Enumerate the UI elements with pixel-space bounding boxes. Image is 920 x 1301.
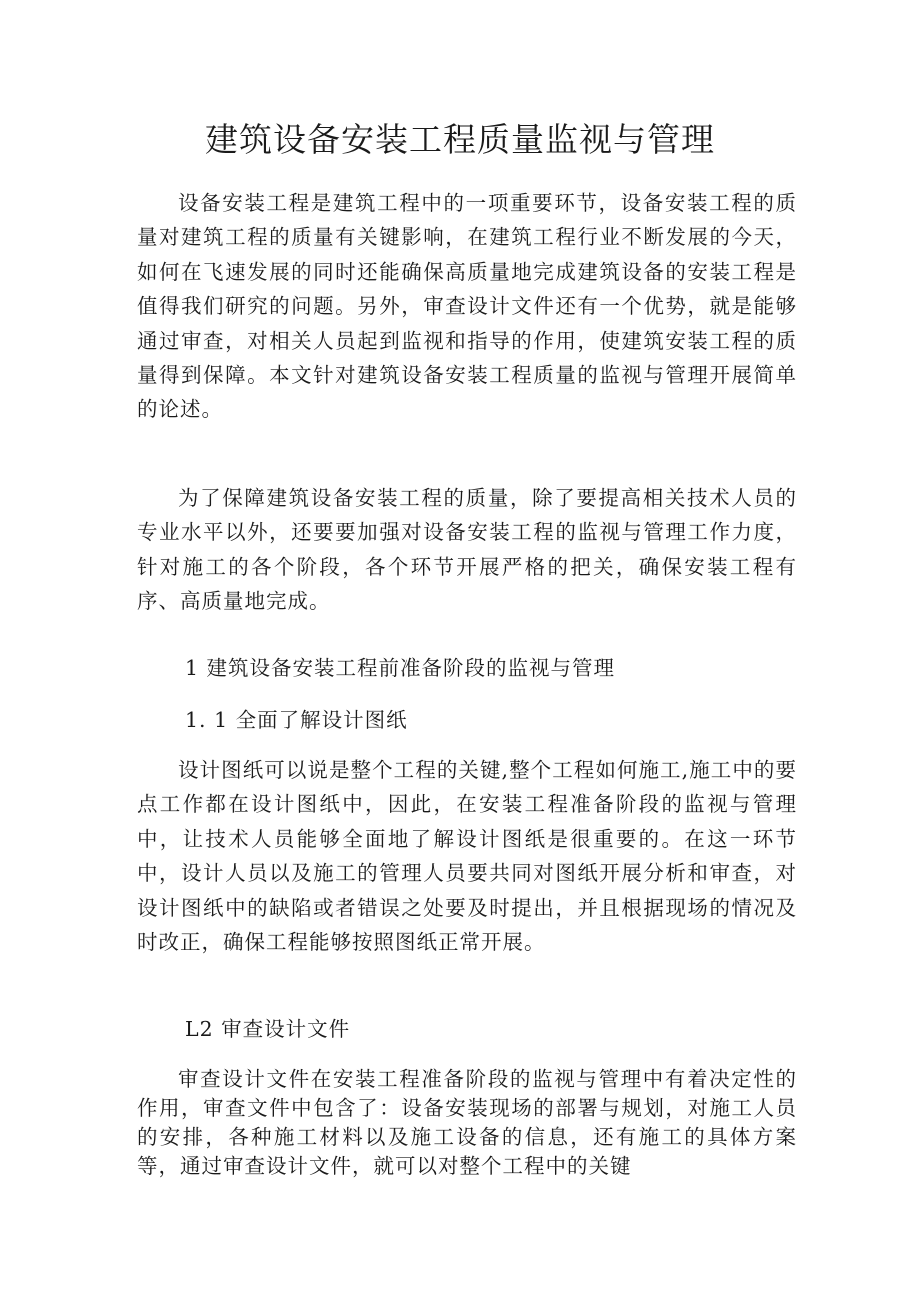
paragraph-design-documents: 审查设计文件在安装工程准备阶段的监视与管理中有着决定性的作用，审查文件中包含了：设备安装现场的部署与规划，对施工人员的安排，各种施工材料以及施工设备的信息，还有施工的具体方案等，通过审查设计文件，就可以对整个工程中的关键 [137, 1067, 797, 1178]
paragraph-purpose: 为了保障建筑设备安装工程的质量，除了要提高相关技术人员的专业水平以外，还要要加强对设备安装工程的监视与管理工作力度，针对施工的各个阶段，各个环节开展严格的把关，确保安装工程有序、高质量地完成。 [137, 486, 797, 614]
section-heading-1-1: 1. 1 全面了解设计图纸 [185, 708, 408, 732]
document-title: 建筑设备安装工程质量监视与管理 [205, 120, 715, 159]
section-heading-1-2: L2 审查设计文件 [185, 1017, 351, 1041]
section-heading-1: 1 建筑设备安装工程前准备阶段的监视与管理 [185, 656, 616, 680]
paragraph-intro: 设备安装工程是建筑工程中的一项重要环节，设备安装工程的质量对建筑工程的质量有关键影响，在建筑工程行业不断发展的今天，如何在飞速发展的同时还能确保高质量地完成建筑设备的安装工程是值得我们研究的问题。另外，审查设计文件还有一个优势，就是能够通过审查，对相关人员起到监视和指导的作用，使建筑安装工程的质量得到保障。本文针对建筑设备安装工程质量的监视与管理开展简单的论述。 [137, 191, 797, 422]
paragraph-design-drawings: 设计图纸可以说是整个工程的关键,整个工程如何施工,施工中的要点工作都在设计图纸中，因此，在安装工程准备阶段的监视与管理中，让技术人员能够全面地了解设计图纸是很重要的。在这一环节中，设计人员以及施工的管理人员要共同对图纸开展分析和审查，对设计图纸中的缺陷或者错误之处要及时提出，并且根据现场的情况及时改正，确保工程能够按照图纸正常开展。 [137, 758, 797, 955]
